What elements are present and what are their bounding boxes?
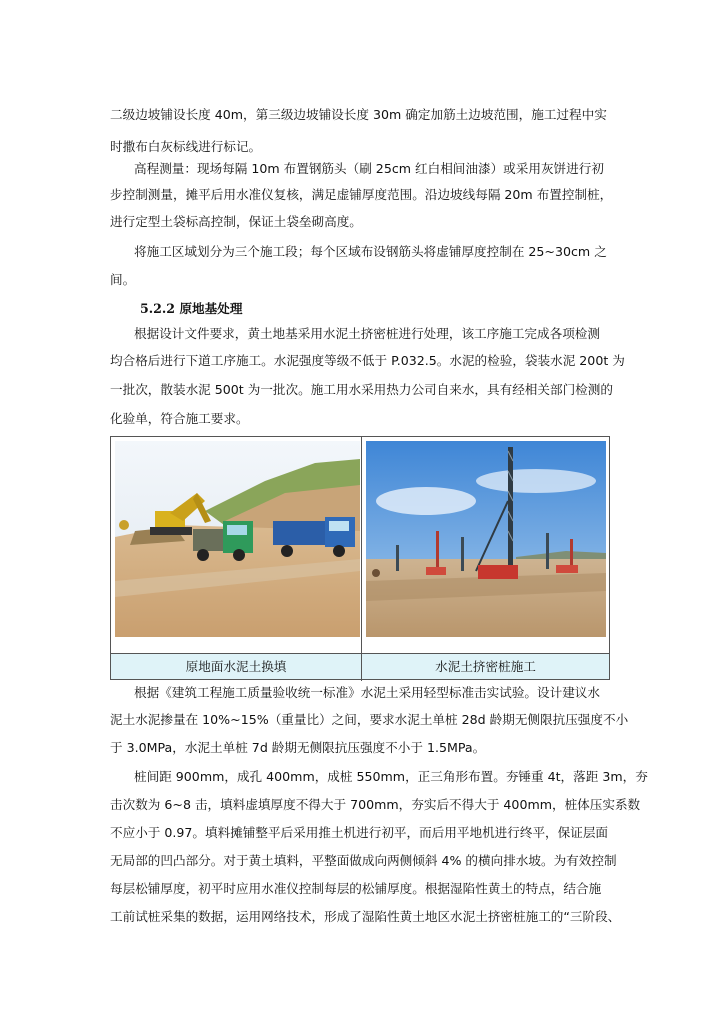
paragraph-line: 化验单，符合施工要求。 [110, 411, 249, 426]
paragraph-line: 于 3.0MPa，水泥土单桩 7d 龄期无侧限抗压强度不小于 1.5MPa。 [110, 740, 486, 755]
paragraph-line: 根据设计文件要求，黄土地基采用水泥土挤密桩进行处理，该工序施工完成各项检测 [134, 326, 600, 341]
paragraph-line: 步控制测量，摊平后用水准仪复核，满足虚铺厚度范围。沿边坡线每隔 20m 布置控制桩， [110, 187, 613, 202]
paragraph-line: 不应小于 0.97。填料摊铺整平后采用推土机进行初平，而后用平地机进行终平，保证层面 [110, 825, 609, 840]
paragraph-line: 桩间距 900mm，成孔 400mm，成桩 550mm，正三角形布置。夯锤重 4t，落距 3m，夯 [134, 769, 648, 784]
figure-caption-left: 原地面水泥土换填 [111, 654, 361, 679]
photo-cement-soil-replacement [115, 441, 360, 637]
figure-caption-right: 水泥土挤密桩施工 [362, 654, 609, 679]
figure-table [110, 436, 610, 680]
section-heading: 5.2.2 原地基处理 [140, 301, 243, 316]
paragraph-line: 根据《建筑工程施工质量验收统一标准》水泥土采用轻型标准击实试验。设计建议水 [134, 685, 600, 700]
paragraph-line: 无局部的凹凸部分。对于黄土填料，平整面做成向两侧倾斜 4% 的横向排水坡。为有效控制 [110, 853, 617, 868]
pile-driving-site-image [366, 441, 606, 637]
paragraph-line: 泥土水泥掺量在 10%~15%（重量比）之间，要求水泥土单桩 28d 龄期无侧限抗压强度不小 [110, 712, 629, 727]
paragraph-line: 击次数为 6~8 击，填料虚填厚度不得大于 700mm，夯实后不得大于 400mm，桩体压实系数 [110, 797, 641, 812]
paragraph-line: 一批次，散装水泥 500t 为一批次。施工用水采用热力公司自来水，具有经相关部门检测的 [110, 382, 613, 397]
paragraph-line: 均合格后进行下道工序施工。水泥强度等级不低于 P.032.5。水泥的检验，袋装水泥 200t 为 [110, 353, 625, 368]
paragraph-line: 间。 [110, 272, 136, 287]
excavation-site-image [115, 441, 360, 637]
paragraph-line: 进行定型土袋标高控制，保证土袋垒砌高度。 [110, 214, 362, 229]
paragraph-line: 二级边坡铺设长度 40m，第三级边坡铺设长度 30m 确定加筋土边坡范围，施工过程中实 [110, 107, 607, 122]
paragraph-line: 工前试桩采集的数据，运用网络技术，形成了湿陷性黄土地区水泥土挤密桩施工的“三阶段、 [110, 909, 621, 924]
paragraph-line: 高程测量：现场每隔 10m 布置钢筋头（刷 25cm 红白相间油漆）或采用灰饼进行初 [134, 161, 604, 176]
paragraph-line: 时撒布白灰标线进行标记。 [110, 139, 262, 154]
paragraph-line: 将施工区域划分为三个施工段；每个区域布设钢筋头将虚铺厚度控制在 25~30cm 之 [134, 244, 607, 259]
photo-pile-construction [366, 441, 606, 637]
table-column-divider [361, 437, 362, 681]
paragraph-line: 每层松铺厚度，初平时应用水准仪控制每层的松铺厚度。根据湿陷性黄土的特点，结合施 [110, 881, 602, 896]
